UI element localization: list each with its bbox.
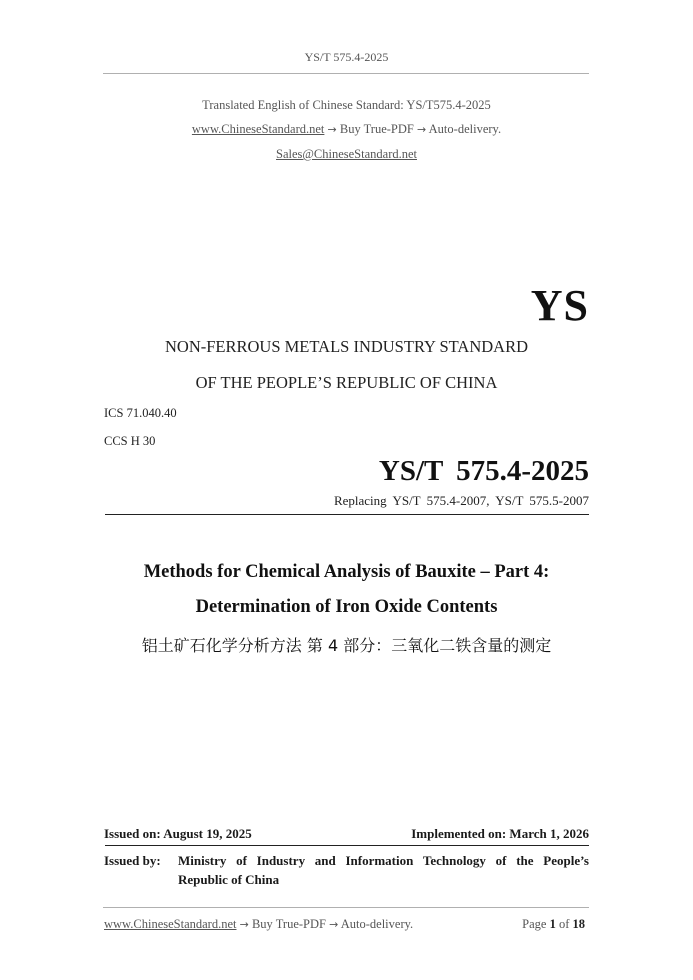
email-line <box>0 147 693 162</box>
standard-category-line2: OF THE PEOPLE’S REPUBLIC OF CHINA <box>195 373 498 392</box>
buy-text: Buy True-PDF <box>339 122 414 136</box>
title-divider <box>105 514 589 515</box>
implemented-on-date: Implemented on: March 1, 2026 <box>411 826 589 841</box>
issued-on-date: Issued on: August 19, 2025 <box>104 826 252 841</box>
footer-buy-text: Buy True-PDF <box>251 917 326 931</box>
website-link[interactable]: www.ChineseStandard.net <box>191 122 325 136</box>
arrow-right-icon: → <box>417 123 427 136</box>
page-label: Page <box>522 917 547 931</box>
page-counter <box>522 917 585 932</box>
dates-divider <box>105 845 589 846</box>
ics-code: ICS 71.040.40 <box>104 406 177 420</box>
arrow-right-icon: → <box>239 918 249 931</box>
page-current: 1 <box>549 917 556 931</box>
standard-prefix-mark: YS <box>530 281 589 330</box>
ccs-code: CCS H 30 <box>104 434 156 448</box>
header-divider <box>103 73 589 74</box>
replacing-standards: Replacing YS/T 575.4-2007, YS/T 575.5-2007 <box>333 493 589 508</box>
arrow-right-icon: → <box>327 123 337 136</box>
issuer-label: Issued by: <box>104 853 161 868</box>
page-total: 18 <box>572 917 585 931</box>
chinese-title: 铝土矿石化学分析方法 第 4 部分：三氧化二铁含量的测定 <box>141 636 552 655</box>
email-link[interactable]: Sales@ChineseStandard.net <box>276 147 417 161</box>
purchase-line <box>0 122 693 137</box>
running-header: YS/T 575.4-2025 <box>304 50 389 64</box>
issuer-name: Ministry of Industry and Information Technology of the People’s Republic of China <box>178 853 589 887</box>
footer-purchase-line <box>104 917 413 932</box>
arrow-right-icon: → <box>329 918 339 931</box>
document-title-line2: Determination of Iron Oxide Contents <box>195 597 498 617</box>
standard-category-line1: NON-FERROUS METALS INDUSTRY STANDARD <box>165 337 528 356</box>
footer-website-link[interactable]: www.ChineseStandard.net <box>104 917 237 931</box>
issuer-block <box>104 851 589 889</box>
footer-divider <box>103 907 589 908</box>
document-title-line1: Methods for Chemical Analysis of Bauxite – Part 4: <box>143 562 550 582</box>
delivery-text: Auto-delivery. <box>428 122 502 136</box>
footer-delivery-text: Auto-delivery. <box>340 917 414 931</box>
standard-number: YS/T 575.4-2025 <box>378 455 589 487</box>
page-of: of <box>558 917 570 931</box>
translation-notice: Translated English of Chinese Standard: YS/T575.4-2025 <box>202 98 491 112</box>
